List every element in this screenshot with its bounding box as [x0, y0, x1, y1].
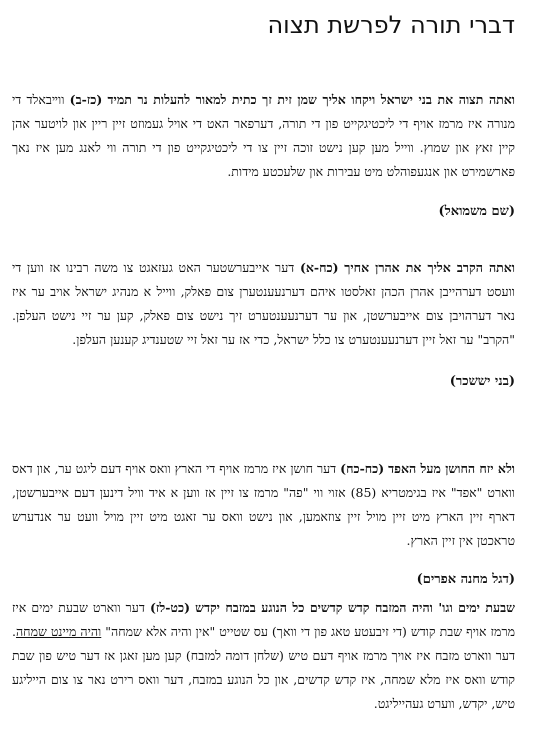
verse-lead-1: ואתה תצוה את בני ישראל ויקחו אליך שמן זית זך כתית למאור להעלות נר תמיד: [107, 92, 515, 107]
verse-lead-4: שבעת ימים וגו' והיה המזבח קדש קדשים כל הנוגע במזבח יקדש: [195, 600, 515, 615]
verse-ref-2: (כח-א): [299, 260, 339, 275]
commentary-3: דער חושן איז מרמז אויף די הארץ וואס אויף דעם ליגט ער, און דאס ווארט "אפד" איז בגימטריא (85) אזוי ווי "פה" מרמז צו זיין אז ווען א איד וויל דינען דעם אייבערשטן, דארף זיין הארץ מיט זיין מויל זיין צוזאמען, און נישט וואס ער זאגט מיט זיין מויל וועט ער אנדערש טראכטן אין זיין הארץ.: [12, 461, 516, 548]
page-title: דברי תורה לפרשת תצוה: [267, 11, 515, 39]
verse-ref-1: (כז-ב): [69, 92, 103, 107]
verse-lead-2: ואתה הקרב אליך את אהרן אחיך: [344, 260, 515, 275]
verse-lead-3: ולא יזח החושן מעל האפד: [388, 461, 515, 476]
paragraph-4: [12, 596, 515, 716]
verse-ref-4: (כט-לז): [149, 600, 190, 615]
commentary-4b: . דער ווארט מזבח איז אויך מרמז אויף דעם טיש (שלחן דומה למזבח) קען מען זאגן אז דער טיש פון שבת קודש וואס איז מלא שמחה, איז קדש קדשים, און כל הנוגע במזבח, דער וואס רירט נאר צו צום הייליגע טיש, יקדש, ווערט געהייליגט.: [12, 624, 515, 711]
paragraph-2: [12, 256, 515, 352]
commentary-1: ווײבאלד די מנורה איז מרמז אויף די ליכטיגקייט פון די תורה, דערפאר האט די אויל געמוזט זיין ריין און לויטער אהן קיין זאץ און שמוץ. ווייל מען קען נישט זוכה זיין צו די ליכטיגקייט פון די תורה ווי לאנג מען איז נאך פארשמירט און אנגעפוהלט מיט עבירות און שלעכטע מידות.: [12, 92, 515, 179]
verse-ref-3: (כח-כח): [340, 461, 385, 476]
commentary-2: דער אייבערשטער האט געזאגט צו משה רבינו אז ווען די וועסט דערהייבן אהרן הכהן זאלסטו איהם דערנעענטערן צום פאלק, ווייל א מנהיג ישראל אויב ער איז נאר דערהויבן צום אייבערשטן, און ער דערנעענטערט זיך נישט צום פאלק, קען ער זיי נישט העלפן. "הקרב" ער זאל זיין דערנעענטערט צו כלל ישראל, כדי אז ער זאל זיי שטענדיג קענען העלפן.: [12, 260, 515, 347]
source-2: (בני יששכר): [449, 374, 515, 389]
commentary-4a: דער ווארט שבעת ימים איז מרמז אויף שבת קודש (די זיבעטע טאג פון די וואך) עס שטייט "אין והיה אלא שמחה": [12, 600, 515, 639]
paragraph-1: [12, 88, 515, 184]
source-1: (שם משמואל): [438, 204, 515, 219]
source-3: (דגל מחנה אפרים): [416, 572, 515, 587]
paragraph-3: [12, 457, 515, 553]
underlined-phrase: והיה מיינט שמחה: [15, 624, 102, 639]
